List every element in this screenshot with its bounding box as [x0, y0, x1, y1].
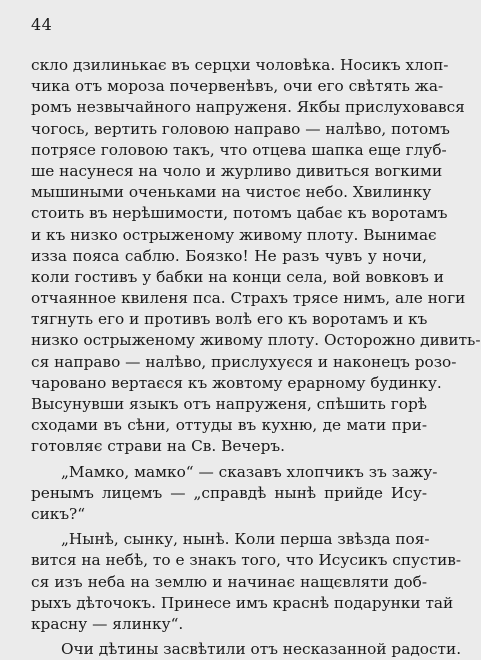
text-line: „Нынѣ, сынку, нынѣ. Коли перша звѣзда поя- [61, 530, 430, 549]
text-line: низко острыженому живому плоту. Осторожно дивить- [31, 331, 481, 350]
text-line: Высунувши языкъ отъ напруженя, спѣшить горѣ [31, 395, 427, 413]
text-line: чаровано вертаєся къ жовтому ерарному будинку. [31, 373, 442, 392]
text-line: отчаянное квиленя пса. Страхъ трясе нимъ, але ноги [31, 289, 466, 308]
text-line: и къ низко острыженому живому плоту. Вынимає [31, 225, 437, 244]
text-line: „Мамко, мамко“ — сказавъ хлопчикъ зъ зажу- [61, 462, 438, 481]
text-line: сходами въ сѣни, оттуды въ кухню, де мати при- [31, 416, 427, 435]
text-line: чика отъ мороза почервенѣвъ, очи его свѣтять жа- [31, 77, 444, 96]
text-line: ренымъ лицемъ — „справдѣ нынѣ прийде Ису- [31, 483, 427, 502]
text-line: мышиными оченьками на чистоє небо. Хвилинку [31, 183, 432, 202]
paragraph [31, 529, 462, 635]
text-line: коли гостивъ у бабки на конци села, вой вовковъ и [31, 267, 444, 286]
text-line: ромъ незвычайного напруженя. Якбы прислуховався [31, 98, 465, 117]
paragraph [31, 639, 462, 660]
paragraph [31, 462, 438, 526]
text-line: чогось, вертить головою направо — налѣво, потомъ [31, 119, 450, 138]
text-line: Очи дѣтины засвѣтили отъ несказанной радости. [61, 640, 462, 659]
text-line: ше насунеся на чоло и журливо дивиться вогкими [31, 161, 443, 180]
page-number: 44 [31, 15, 53, 34]
text-line: скло дзилинькає въ серцхи чоловѣка. Носикъ хлоп- [31, 56, 449, 74]
paragraph [31, 55, 481, 458]
text-line: красну — ялинку“. [31, 614, 184, 633]
text-line: изза пояса саблю. Боязко! Не разъ чувъ у ночи, [31, 246, 427, 265]
text-line: сикъ?“ [31, 504, 86, 523]
text-line: стоить въ нерѣшимости, потомъ цабає къ воротамъ [31, 204, 448, 223]
text-line: вится на небѣ, то е знакъ того, что Исусикъ спустив- [31, 551, 462, 570]
text-line: рыхъ дѣточокъ. Принесе имъ краснѣ подарунки тай [31, 593, 454, 612]
text-line: ся изъ неба на землю и начинає нащєвляти доб- [31, 572, 427, 591]
text-line: потрясе головою такъ, что отцева шапка еще глуб- [31, 140, 447, 159]
text-line: ся направо — налѣво, прислухуєся и наконецъ розо- [31, 352, 457, 371]
text-line: готовляє страви на Св. Вечеръ. [31, 437, 285, 456]
body-text [31, 55, 481, 660]
text-line: тягнуть его и противъ волѣ его къ воротамъ и къ [31, 310, 428, 329]
